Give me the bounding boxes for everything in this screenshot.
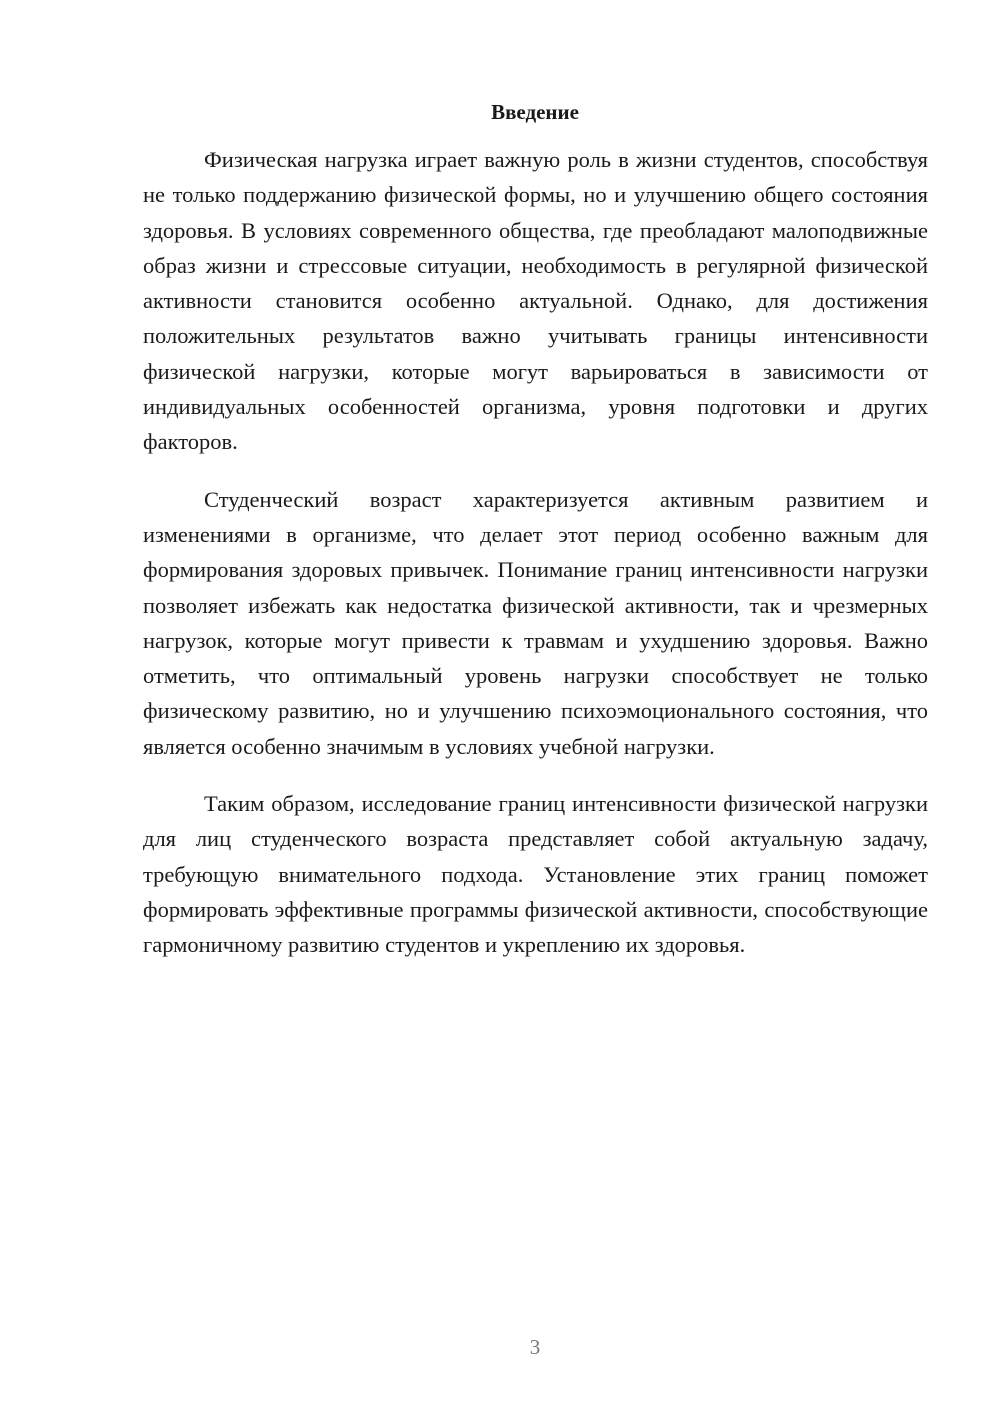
page-number: 3 xyxy=(529,1335,541,1359)
paragraph-1: Физическая нагрузка играет важную роль в жизни студентов, способствуя не только поддержанию физической формы, но и улучшению общего состояния здоровья. В условиях современного общества, где преобладают малоподвижные образ жизни и стрессовые ситуации, необходимость в регулярной физической активности становится особенно актуальной. Однако, для достижения положительных результатов важно учитывать границы интенсивности физической нагрузки, которые могут варьироваться в зависимости от индивидуальных особенностей организма, уровня подготовки и других факторов. xyxy=(143,147,928,455)
body-text xyxy=(143,142,928,963)
section-title: Введение xyxy=(491,100,579,124)
paragraph-2: Студенческий возраст характеризуется активным развитием и изменениями в организме, что делает этот период особенно важным для формирования здоровых привычек. Понимание границ интенсивности нагрузки позволяет избежать как недостатка физической активности, так и чрезмерных нагрузок, которые могут привести к травмам и ухудшению здоровья. Важно отметить, что оптимальный уровень нагрузки способствует не только физическому развитию, но и улучшению психоэмоционального состояния, что является особенно значимым в условиях учебной нагрузки. xyxy=(143,486,928,759)
paragraph-3: Таким образом, исследование границ интенсивности физической нагрузки для лиц студенческого возраста представляет собой актуальную задачу, требующую внимательного подхода. Установление этих границ поможет формировать эффективные программы физической активности, способствующие гармоничному развитию студентов и укреплению их здоровья. xyxy=(143,791,928,958)
